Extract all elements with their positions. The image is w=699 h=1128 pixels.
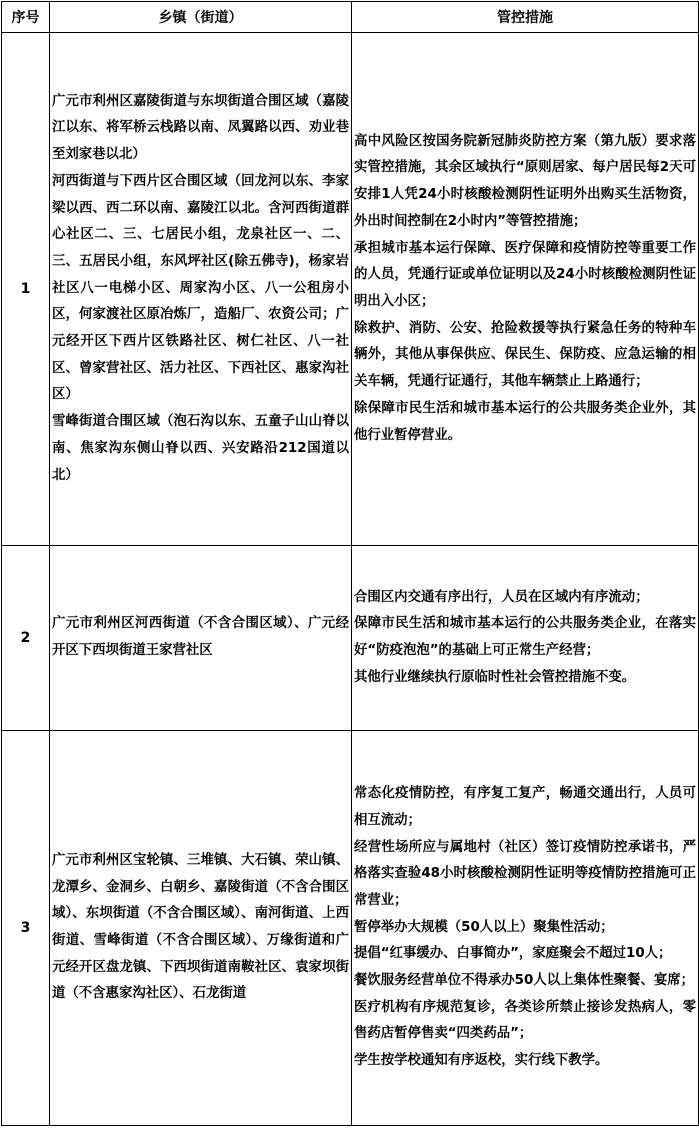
header-township: 乡镇（街道） [50,2,352,33]
measure-text: 除保障市民生活和城市基本运行的公共服务类企业外，其他行业暂停营业。 [354,400,696,443]
measure-text: 保障市民生活和城市基本运行的公共服务类企业，在落实好“防疫泡泡”的基础上可正常生产经营； [354,616,696,658]
measure-text: 餐饮服务经营单位不得承办50人以上集体性聚餐、宴席； [354,973,695,989]
measure-text: 承担城市基本运行保障、医疗保障和疫情防控等重要工作的人员，凭通行证或单位证明以及24小时核酸检测阴性证明出入小区； [354,240,696,309]
measures-cell [352,731,699,1126]
township-cell [50,546,352,731]
measure-text: 合围区内交通有序出行，人员在区域内有序流动； [354,589,649,605]
table-row [2,731,699,1126]
table-header-row [2,2,699,33]
township-text: 广元市利州区宝轮镇、三堆镇、大石镇、荣山镇、龙潭乡、金洞乡、白朝乡、嘉陵街道（不含合围区域）、东坝街道（不含合围区域）、南河街道、上西街道、雪峰街道（不含合围区域）、万缘街道和广元经开区盘龙镇、下西坝街道南鞍社区、袁家坝街道（不含惠家沟社区）、石龙街道 [52,852,349,1002]
measure-text: 暂停举办大规模（50人以上）聚集性活动； [354,919,614,935]
township-text: 河西街道与下西片区合围区域（回龙河以东、李家梁以西、西二环以南、嘉陵江以北。含河西街道群心社区二、三、七居民小组，龙泉社区一、二、三、五居民小组，东风坪社区(除五佛寺)，杨家岩社区八一电梯小区、周家沟小区、八一公租房小区，何家渡社区原冶炼厂，造船厂、农资公司；广元经开区下西片区铁路社区、树仁社区、八一社区、曾家营社区、活力社区、下西社区、惠家沟社区） [52,173,349,403]
row-number: 3 [2,731,50,1126]
measure-text: 学生按学校通知有序返校，实行线下教学。 [354,1053,609,1069]
row-number: 2 [2,546,50,731]
measures-cell [352,33,699,546]
row-number: 1 [2,33,50,546]
table-row [2,546,699,731]
measure-text: 除救护、消防、公安、抢险救援等执行紧急任务的特种车辆外，其他从事保供应、保民生、保防疫、应急运输的相关车辆，凭通行证通行，其他车辆禁止上路通行； [354,320,696,390]
control-measures-document [1,1,698,1126]
township-text: 广元市利州区嘉陵街道与东坝街道合围区域（嘉陵江以东、将军桥云栈路以南、凤翼路以西、劝业巷至刘家巷以北） [52,93,349,163]
header-serial-number: 序号 [2,2,50,33]
township-cell [50,731,352,1126]
measure-text: 医疗机构有序规范复诊，各类诊所禁止接诊发热病人，零售药店暂停售卖“四类药品”； [354,999,696,1042]
header-control-measures: 管控措施 [352,2,699,33]
measure-text: 高中风险区按国务院新冠肺炎防控方案（第九版）要求落实管控措施，其余区域执行“原则居家、每户居民每2天可安排1人凭24小时核酸检测阴性证明外出购买生活物资，外出时间控制在2小时内”等管控措施； [354,133,696,229]
measure-text: 常态化疫情防控，有序复工复产，畅通交通出行，人员可相互流动； [354,786,696,828]
township-cell [50,33,352,546]
table-row [2,33,699,546]
measure-text: 提倡“红事缓办、白事简办”，家庭聚会不超过10人； [354,946,672,962]
township-text: 广元市利州区河西街道（不含合围区域）、广元经开区下西坝街道王家营社区 [52,616,349,658]
measures-cell [352,546,699,731]
measure-text: 其他行业继续执行原临时性社会管控措施不变。 [354,669,636,685]
township-text: 雪峰街道合围区域（泡石沟以东、五童子山山脊以南、焦家沟东侧山脊以西、兴安路沿212国道以北） [52,414,349,483]
control-measures-table [1,1,699,1126]
measure-text: 经营性场所应与属地村（社区）签订疫情防控承诺书，严格落实查验48小时核酸检测阴性证明等疫情防控措施可正常营业； [354,839,696,908]
